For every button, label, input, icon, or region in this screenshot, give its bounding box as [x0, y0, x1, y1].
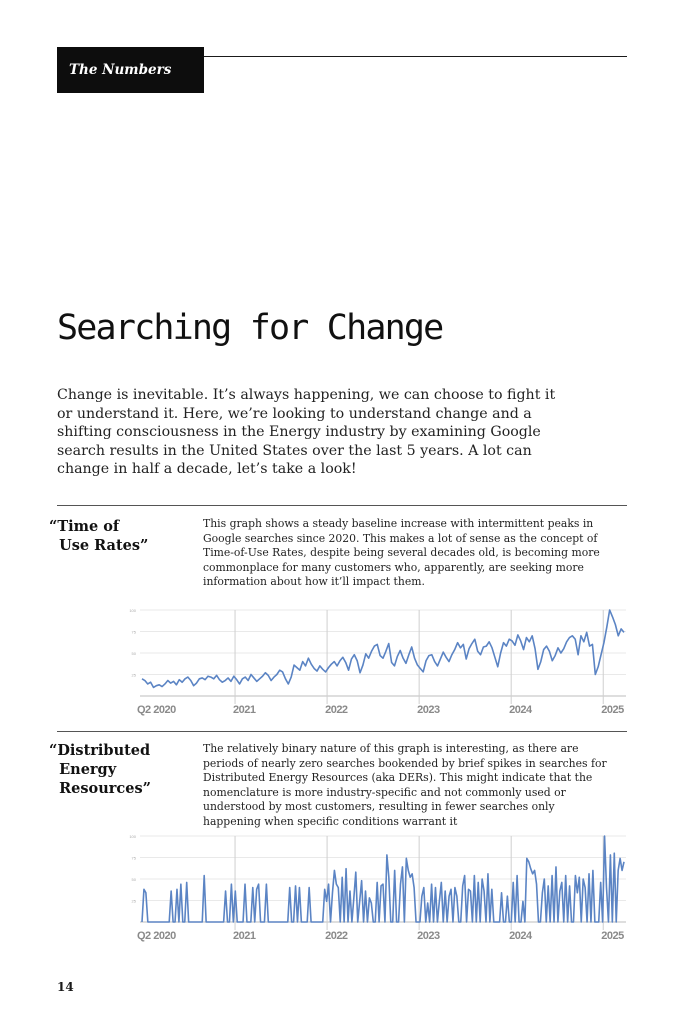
y-tick-label: 50: [131, 651, 136, 656]
section-1-title: “Time of Use Rates”: [49, 518, 149, 554]
section-2-body: The relatively binary nature of this graph is interesting, as there are periods of nearly zero searches bookended by brief spikes in searches for Distributed Energy Resources (aka DERs). This might indicate that the nomenclature is more industry-specific and not commonly used or understood by most customers, resulting in fewer searches only happening when specific conditions warrant it: [203, 742, 607, 828]
x-tick-label: 2025: [601, 930, 624, 942]
x-tick-label: 2024: [509, 930, 532, 942]
time-of-use-rates-chart: [118, 604, 630, 716]
x-tick-label: 2023: [417, 704, 440, 716]
y-tick-label: 50: [131, 877, 136, 882]
x-tick-label: 2024: [509, 704, 532, 716]
section-tag-label: The Numbers: [69, 62, 172, 78]
y-tick-label: 75: [131, 629, 136, 635]
x-tick-label: 2022: [325, 704, 348, 716]
distributed-energy-resources-chart: [118, 830, 630, 942]
x-tick-label: Q2 2020: [137, 704, 176, 716]
series-line: [142, 610, 624, 687]
x-tick-label: 2025: [601, 704, 624, 716]
page-number: 14: [57, 980, 74, 994]
page-title: Searching for Change: [57, 308, 443, 348]
section-divider-2: [57, 731, 627, 732]
x-tick-label: 2021: [233, 704, 256, 716]
section-2-title: “Distributed Energy Resources”: [49, 742, 151, 797]
section-1-body: This graph shows a steady baseline increase with intermittent peaks in Google searches since 2020. This makes a lot of sense as the concept of Time-of-Use Rates, despite being several decades old, is becoming more commonplace for many customers who, apparently, are seeking more information about how it’ll impact them.: [203, 517, 600, 589]
section-divider-1: [57, 505, 627, 506]
intro-paragraph: Change is inevitable. It’s always happening, we can choose to fight it or understand it. Here, we’re looking to understand change and a shifting consciousness in the Energy industry by examining Google search results in the United States over the last 5 years. A lot can change in half a decade, let’s take a look!: [57, 387, 556, 477]
header-rule: [204, 56, 627, 57]
y-tick-label: 100: [129, 834, 136, 839]
x-tick-label: 2023: [417, 930, 440, 942]
y-tick-label: 75: [131, 855, 136, 861]
section-tag: [57, 47, 204, 93]
y-tick-label: 25: [131, 898, 136, 904]
y-tick-label: 100: [129, 608, 136, 613]
x-tick-label: Q2 2020: [137, 930, 176, 942]
y-tick-label: 25: [131, 672, 136, 678]
x-tick-label: 2022: [325, 930, 348, 942]
x-tick-label: 2021: [233, 930, 256, 942]
